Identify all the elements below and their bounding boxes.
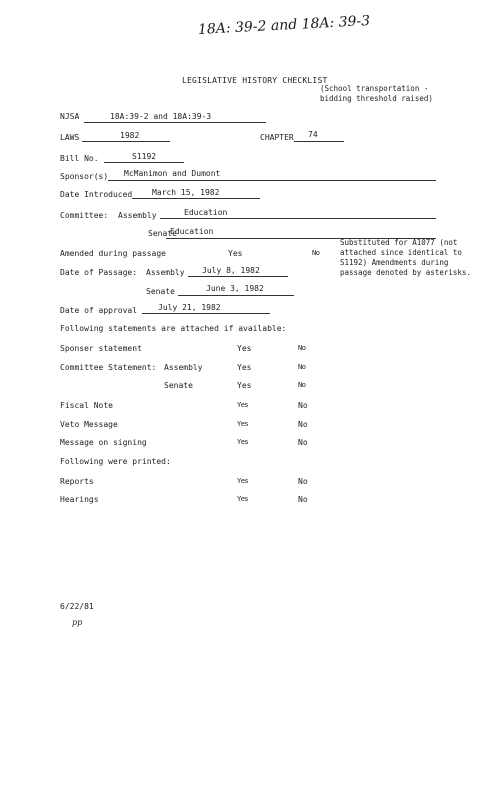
attached-row-yes: Yes — [237, 420, 249, 428]
handwritten-statute-reference: 18A: 39-2 and 18A: 39-3 — [197, 12, 371, 38]
passage-senate-value: June 3, 1982 — [206, 284, 264, 293]
bill-underline — [104, 162, 184, 163]
attached-row-no: No — [298, 344, 306, 352]
substitution-note-line-3: S1192) Amendments during — [340, 258, 449, 267]
attached-row-yes: Yes — [237, 381, 252, 390]
subject-line-2: bidding threshold raised) — [320, 94, 433, 103]
committee-assembly-label: Assembly — [118, 211, 157, 220]
approval-value: July 21, 1982 — [158, 303, 221, 312]
printed-row-no: No — [298, 495, 308, 504]
attached-row-label: Fiscal Note — [60, 401, 113, 410]
sponsor-underline — [108, 180, 436, 181]
subject-line-1: (School transportation - — [320, 84, 429, 93]
footer-initials: pp — [72, 618, 83, 627]
printed-row-label: Reports — [60, 477, 94, 486]
attached-row-yes: Yes — [237, 363, 252, 372]
attached-row-yes: Yes — [237, 344, 252, 353]
substitution-note-line-1: Substituted for A1077 (not — [340, 238, 458, 247]
attached-row-label: Sponser statement — [60, 344, 142, 353]
substitution-note-line-4: passage denoted by asterisks. — [340, 268, 471, 277]
laws-underline — [82, 141, 170, 142]
attached-row-sublabel: Senate — [164, 381, 193, 390]
sponsor-value: McManimon and Dumont — [124, 169, 221, 178]
njsa-value: 18A:39-2 and 18A:39-3 — [110, 112, 212, 121]
date-introduced-value: March 15, 1982 — [152, 188, 220, 197]
passage-senate-label: Senate — [146, 287, 175, 296]
laws-value: 1982 — [120, 131, 140, 140]
committee-senate-value: Education — [170, 227, 214, 236]
approval-underline — [142, 313, 270, 314]
footer-date: 6/22/81 — [60, 602, 94, 611]
laws-label: LAWS — [60, 133, 80, 142]
passage-assembly-underline — [188, 276, 288, 277]
passage-label: Date of Passage: — [60, 268, 138, 277]
committee-senate-label: Senate — [148, 229, 177, 238]
passage-senate-underline — [178, 295, 294, 296]
printed-row-yes: Yes — [237, 495, 249, 503]
bill-label: Bill No. — [60, 154, 99, 163]
attached-heading: Following statements are attached if available: — [60, 324, 287, 333]
chapter-value: 74 — [308, 130, 318, 139]
attached-row-label: Committee Statement: — [60, 363, 157, 372]
committee-assembly-underline — [160, 218, 436, 219]
committee-label: Committee: — [60, 211, 109, 220]
attached-row-yes: Yes — [237, 401, 249, 409]
attached-row-no: No — [298, 363, 306, 371]
amended-no-struck: No — [312, 249, 320, 257]
attached-row-yes: Yes — [237, 438, 249, 446]
printed-heading: Following were printed: — [60, 457, 171, 466]
substitution-note-line-2: attached since identical to — [340, 248, 462, 257]
page-title: LEGISLATIVE HISTORY CHECKLIST — [182, 76, 328, 85]
date-introduced-label: Date Introduced — [60, 190, 133, 199]
attached-row-label: Message on signing — [60, 438, 147, 447]
njsa-label: NJSA — [60, 112, 80, 121]
chapter-underline — [294, 141, 344, 142]
approval-label: Date of approval — [60, 306, 138, 315]
attached-row-no: No — [298, 381, 306, 389]
njsa-underline — [84, 122, 266, 123]
sponsor-label: Sponsor(s) — [60, 172, 109, 181]
amended-label: Amended during passage — [60, 249, 166, 258]
printed-row-no: No — [298, 477, 308, 486]
attached-row-sublabel: Assembly — [164, 363, 203, 372]
attached-row-no: No — [298, 438, 308, 447]
printed-row-label: Hearings — [60, 495, 99, 504]
passage-assembly-value: July 8, 1982 — [202, 266, 260, 275]
printed-row-yes: Yes — [237, 477, 249, 485]
amended-yes: Yes — [228, 249, 243, 258]
attached-row-no: No — [298, 420, 308, 429]
chapter-label: CHAPTER — [260, 133, 294, 142]
attached-row-no: No — [298, 401, 308, 410]
date-introduced-underline — [132, 198, 260, 199]
substitution-note — [340, 238, 471, 278]
committee-assembly-value: Education — [184, 208, 228, 217]
passage-assembly-label: Assembly — [146, 268, 185, 277]
attached-row-label: Veto Message — [60, 420, 118, 429]
bill-value: S1192 — [132, 152, 157, 161]
